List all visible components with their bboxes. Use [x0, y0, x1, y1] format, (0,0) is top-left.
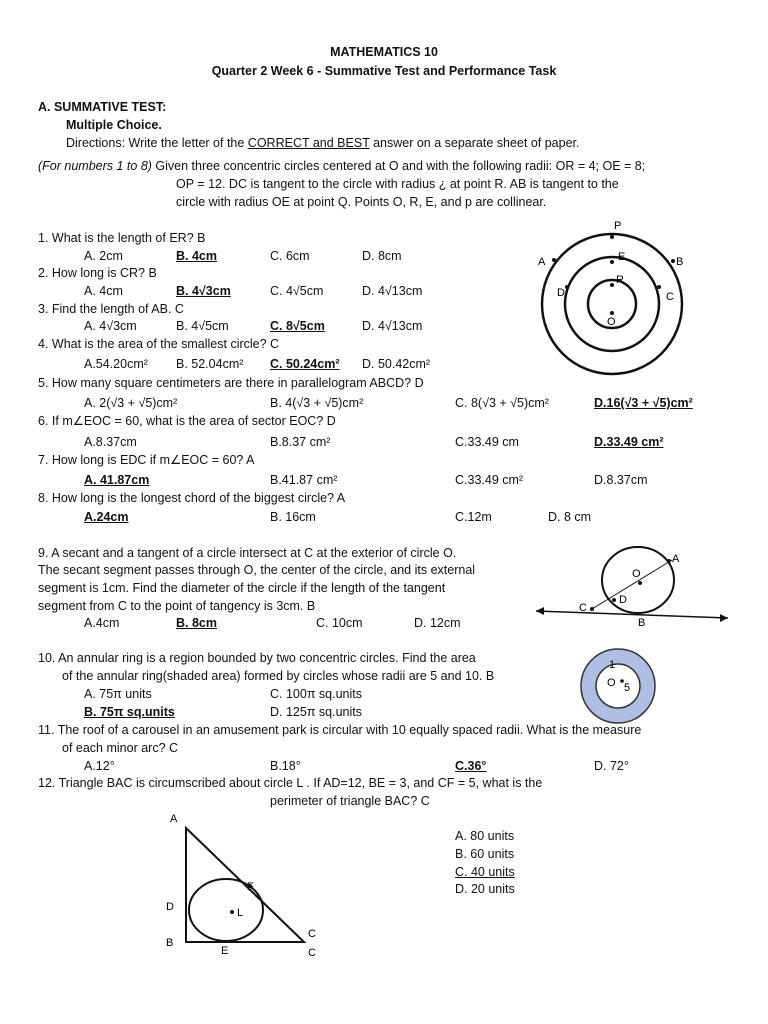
section-subheading: Multiple Choice. [66, 118, 162, 132]
q4-option-b: B. 52.04cm² [176, 357, 244, 371]
q9-option-d: D. 12cm [414, 616, 461, 630]
q7-option-c: C.33.49 cm² [455, 473, 524, 487]
q5-option-d: D.16(√3 + √5)cm² [594, 396, 693, 410]
q8-option-c: C.12m [455, 510, 492, 524]
q9-line-1: 9. A secant and a tangent of a circle intersect at C at the exterior of circle O. [38, 546, 457, 560]
q5-option-b: B. 4(√3 + √5)cm² [270, 396, 364, 410]
q11-option-d: D. 72° [594, 759, 629, 773]
q6-option-b: B.8.37 cm² [270, 435, 331, 449]
q10-option-b: B. 75π sq.units [84, 705, 175, 719]
q4-option-d: D. 50.42cm² [362, 357, 431, 371]
q12-line-2: perimeter of triangle BAC? C [270, 794, 430, 808]
directions-post: answer on a separate sheet of paper. [369, 136, 580, 150]
q12-option-d: D. 20 units [455, 882, 515, 896]
directions-pre: Directions: Write the letter of the [66, 136, 248, 150]
center-l-point [230, 910, 234, 914]
annulus-label-5: 5 [624, 682, 631, 694]
annulus-label-o: O [607, 677, 616, 689]
q1-option-a: A. 2cm [84, 249, 123, 263]
q5-option-a: A. 2(√3 + √5)cm² [84, 396, 178, 410]
q4-option-a: A.54.20cm² [84, 357, 148, 371]
q8-option-b: B. 16cm [270, 510, 316, 524]
q4-option-c: C. 50.24cm² [270, 357, 340, 371]
q2-option-a: A. 4cm [84, 284, 123, 298]
q6-stem: 6. If m∠EOC = 60, what is the area of sector EOC? D [38, 414, 336, 428]
label-c: C [666, 291, 674, 303]
label-b: B [638, 617, 646, 629]
q9-line-4: segment from C to the point of tangency is 3cm. B [38, 599, 316, 613]
q3-option-a: A. 4√3cm [84, 319, 137, 333]
label-d: D [166, 901, 174, 913]
section-heading: A. SUMMATIVE TEST: [38, 100, 167, 114]
intro-range: (For numbers 1 to 8) [38, 159, 152, 173]
q10-option-d: D. 125π sq.units [270, 705, 363, 719]
q12-option-a: A. 80 units [455, 829, 515, 843]
q12-option-b: B. 60 units [455, 847, 515, 861]
q9-option-b: B. 8cm [176, 616, 217, 630]
annulus-label-1: 1 [609, 659, 616, 671]
label-a: A [538, 256, 546, 268]
q5-stem: 5. How many square centimeters are there in parallelogram ABCD? D [38, 376, 424, 390]
q5-option-c: C. 8(√3 + √5)cm² [455, 396, 549, 410]
q2-option-b: B. 4√3cm [176, 284, 231, 298]
q6-option-d: D.33.49 cm² [594, 435, 664, 449]
q2-option-c: C. 4√5cm [270, 284, 324, 298]
q1-option-b: B. 4cm [176, 249, 217, 263]
q7-stem: 7. How long is EDC if m∠EOC = 60? A [38, 453, 255, 467]
label-d: D [619, 594, 627, 606]
q1-option-d: D. 8cm [362, 249, 402, 263]
label-p: P [614, 220, 622, 232]
q8-option-d: D. 8 cm [548, 510, 592, 524]
label-l: L [237, 907, 244, 919]
q11-option-b: B.18° [270, 759, 301, 773]
intro-line-3: circle with radius OE at point Q. Points O, R, E, and p are collinear. [176, 195, 547, 209]
q11-option-a: A.12° [84, 759, 115, 773]
q10-line-2: of the annular ring(shaded area) formed by circles whose radii are 5 and 10. B [62, 669, 495, 683]
label-o: O [632, 568, 641, 580]
q9-line-2: The secant segment passes through O, the center of the circle, and its external [38, 563, 476, 577]
label-a: A [170, 813, 178, 825]
label-r: R [616, 274, 624, 286]
q12-option-c: C. 40 units [455, 865, 515, 879]
q9-option-a: A.4cm [84, 616, 120, 630]
label-e: E [221, 945, 229, 957]
q9-line-3: segment is 1cm. Find the diameter of the circle if the length of the tangent [38, 581, 446, 595]
q1-stem: 1. What is the length of ER? B [38, 231, 206, 245]
document-title: MATHEMATICS 10 [330, 45, 438, 59]
q8-stem: 8. How long is the longest chord of the biggest circle? A [38, 491, 346, 505]
label-b: B [676, 256, 684, 268]
label-f: F [247, 881, 254, 893]
label-o: O [607, 316, 616, 328]
q7-option-d: D.8.37cm [594, 473, 648, 487]
q10-option-a: A. 75π units [84, 687, 152, 701]
label-e: E [618, 251, 626, 263]
q10-line-1: 10. An annular ring is a region bounded by two concentric circles. Find the area [38, 651, 476, 665]
q12-line-1: 12. Triangle BAC is circumscribed about circle L . If AD=12, BE = 3, and CF = 5, what is the [38, 776, 543, 790]
q11-option-c: C.36° [455, 759, 487, 773]
q2-stem: 2. How long is CR? B [38, 266, 157, 280]
directions-emphasis: CORRECT and BEST [247, 136, 370, 150]
label-d: D [557, 287, 565, 299]
q7-option-a: A. 41.87cm [84, 473, 150, 487]
q4-stem: 4. What is the area of the smallest circle? C [38, 337, 280, 351]
label-c-duplicate: C [308, 947, 316, 959]
q11-line-2: of each minor arc? C [62, 741, 179, 755]
intro-rest: Given three concentric circles centered at O and with the following radii: OR = 4; OE = 8; [151, 159, 646, 173]
q6-option-a: A.8.37cm [84, 435, 137, 449]
q3-option-b: B. 4√5cm [176, 319, 229, 333]
document-subtitle: Quarter 2 Week 6 - Summative Test and Performance Task [211, 64, 557, 78]
q9-option-c: C. 10cm [316, 616, 363, 630]
q6-option-c: C.33.49 cm [455, 435, 519, 449]
q3-option-d: D. 4√13cm [362, 319, 423, 333]
label-c: C [579, 602, 587, 614]
q11-line-1: 11. The roof of a carousel in an amusement park is circular with 10 equally spaced radii. What is the measure [38, 723, 642, 737]
q7-option-b: B.41.87 cm² [270, 473, 338, 487]
label-b: B [166, 937, 174, 949]
q2-option-d: D. 4√13cm [362, 284, 423, 298]
intro-line-2: OP = 12. DC is tangent to the circle with radius ¿ at point R. AB is tangent to the [176, 177, 619, 191]
label-a: A [672, 553, 680, 565]
label-c: C [308, 928, 316, 940]
q3-stem: 3. Find the length of AB. C [38, 302, 184, 316]
q10-option-c: C. 100π sq.units [270, 687, 363, 701]
q8-option-a: A.24cm [84, 510, 129, 524]
q3-option-c: C. 8√5cm [270, 319, 325, 333]
q1-option-c: C. 6cm [270, 249, 310, 263]
